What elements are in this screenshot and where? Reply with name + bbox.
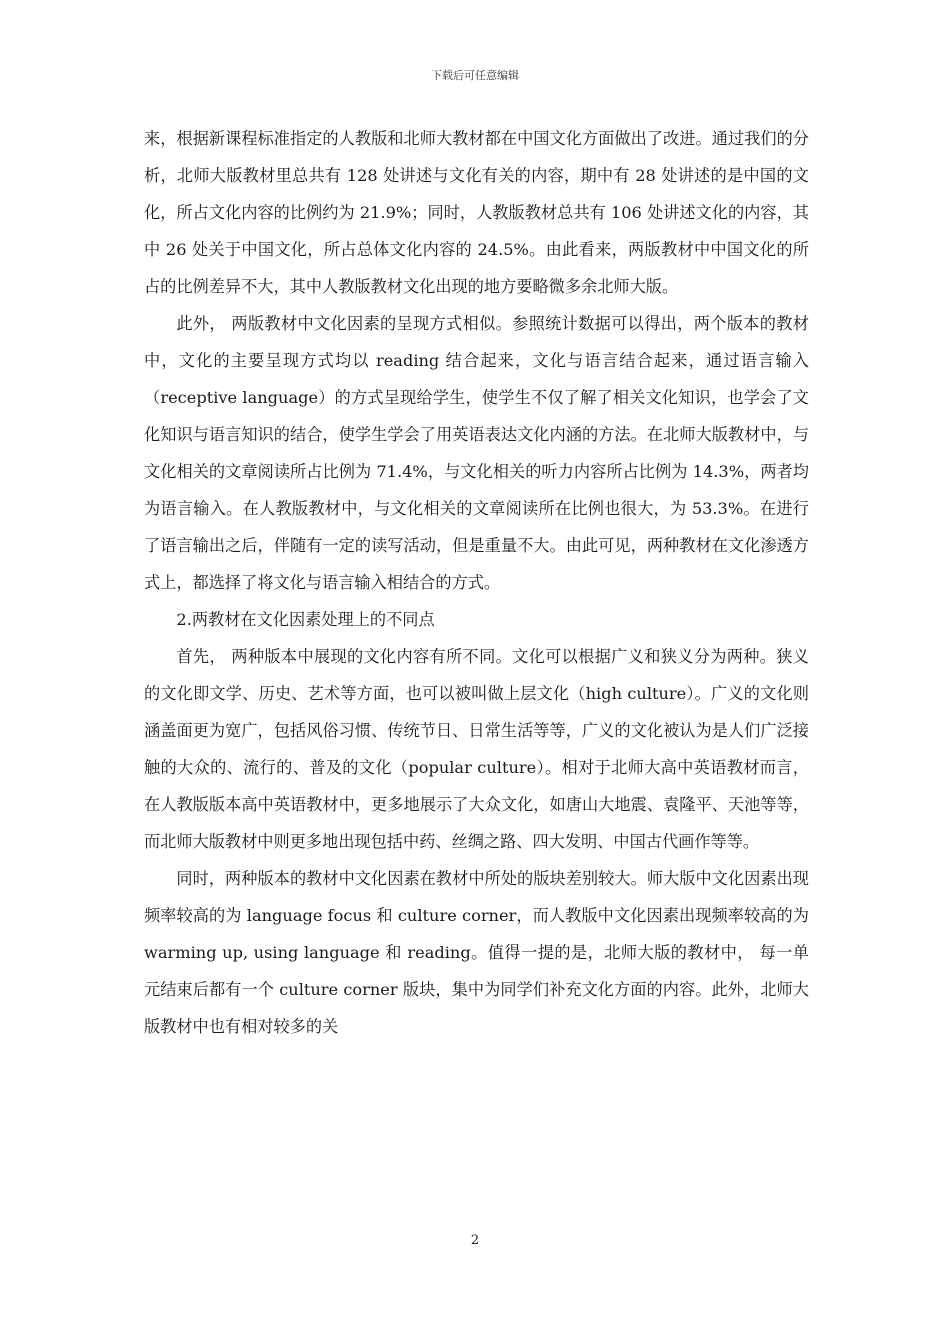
page-header: 下载后可任意编辑	[431, 69, 519, 82]
page-number: 2	[470, 1233, 480, 1248]
body-text	[144, 120, 809, 1045]
paragraph-2: 此外， 两版教材中文化因素的呈现方式相似。参照统计数据可以得出，两个版本的教材中，文化的主要呈现方式均以 reading 结合起来，文化与语言结合起来，通过语言输入（receptive language）的方式呈现给学生，使学生不仅了解了相关文化知识，也学会了文化知识与语言知识的结合，使学生学会了用英语表达文化内涵的方法。在北师大版教材中，与文化相关的文章阅读所占比例为 71.4%，与文化相关的听力内容所占比例为 14.3%，两者均为语言输入。在人教版教材中，与文化相关的文章阅读所在比例也很大，为 53.3%。在进行了语言输出之后，伴随有一定的读写活动，但是重量不大。由此可见，两种教材在文化渗透方式上，都选择了将文化与语言输入相结合的方式。	[144, 314, 809, 592]
paragraph-3: 首先， 两种版本中展现的文化内容有所不同。文化可以根据广义和狭义分为两种。狭义的文化即文学、历史、艺术等方面，也可以被叫做上层文化（high culture）。广义的文化则涵盖面更为宽广，包括风俗习惯、传统节日、日常生活等等，广义的文化被认为是人们广泛接触的大众的、流行的、普及的文化（popular culture）。相对于北师大高中英语教材而言，在人教版版本高中英语教材中，更多地展示了大众文化，如唐山大地震、袁隆平、天池等等，而北师大版教材中则更多地出现包括中药、丝绸之路、四大发明、中国古代画作等等。	[144, 647, 809, 851]
paragraph-4: 同时，两种版本的教材中文化因素在教材中所处的版块差别较大。师大版中文化因素出现频率较高的为 language focus 和 culture corner，而人教版中文化因素出现频率较高的为 warming up, using language 和 reading。值得一提的是，北师大版的教材中， 每一单元结束后都有一个 culture corner 版块，集中为同学们补充文化方面的内容。此外，北师大版教材中也有相对较多的关	[144, 869, 809, 1036]
section-heading: 2.两教材在文化因素处理上的不同点	[176, 610, 435, 629]
paragraph-1: 来，根据新课程标准指定的人教版和北师大教材都在中国文化方面做出了改进。通过我们的分析，北师大版教材里总共有 128 处讲述与文化有关的内容，期中有 28 处讲述的是中国的文化，所占文化内容的比例约为 21.9%；同时，人教版教材总共有 106 处讲述文化的内容，其中 26 处关于中国文化，所占总体文化内容的 24.5%。由此看来，两版教材中中国文化的所占的比例差异不大，其中人教版教材文化出现的地方要略微多余北师大版。	[144, 129, 809, 296]
